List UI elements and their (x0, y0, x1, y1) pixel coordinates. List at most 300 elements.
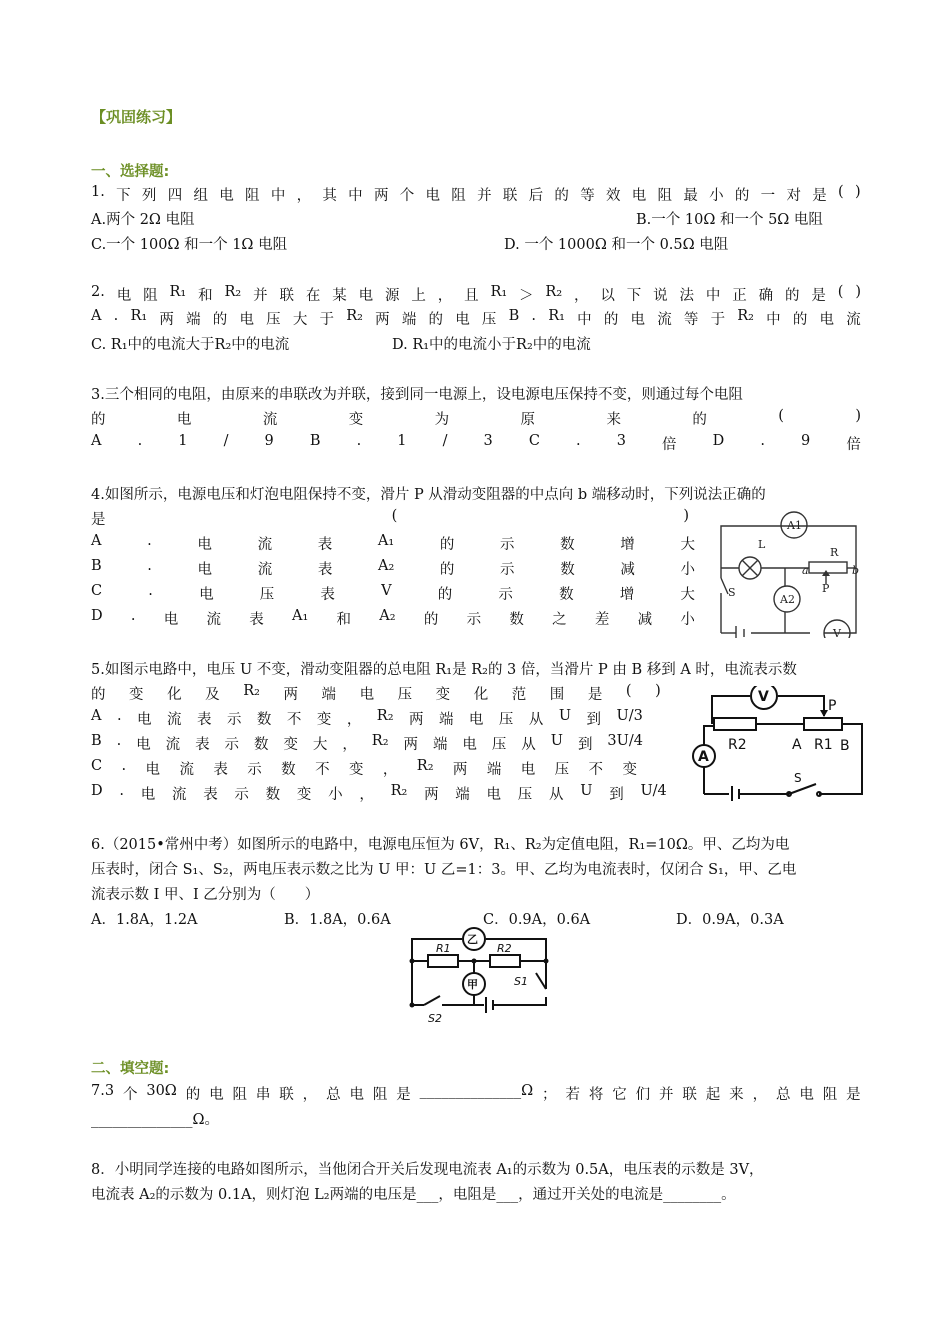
q1-option-a: A.两个 2Ω 电阻 (91, 212, 195, 228)
text-token: . (147, 558, 152, 574)
text-token: 小 (328, 787, 343, 803)
q6-fig-label-s2: S2 (428, 1012, 442, 1025)
text-token: 是 (396, 1087, 411, 1103)
text-token: 数 (560, 537, 575, 553)
text-token: 阻 (245, 188, 260, 204)
text-token: 不 (588, 762, 604, 778)
text-token: 9 (264, 433, 274, 449)
text-token: 从 (528, 712, 544, 728)
q7-line2: ______________Ω。 (91, 1112, 220, 1128)
text-token: 两 (408, 712, 424, 728)
text-token: 减 (637, 612, 653, 628)
text-token: 电 (219, 188, 234, 204)
text-token: 某 (332, 288, 347, 304)
text-token: ， (296, 188, 312, 204)
text-token: 示 (226, 712, 242, 728)
text-token: ， (752, 1087, 768, 1103)
text-token: 是 (91, 512, 106, 528)
q4-option-d (91, 608, 695, 629)
text-token: R₂ (737, 308, 754, 324)
text-token: 示 (466, 612, 482, 628)
text-token: 一 (760, 188, 776, 204)
text-token: 流 (206, 612, 221, 628)
q5-fig-label-a-end: A (792, 737, 802, 753)
q6-line3: 流表示数 I 甲、I 乙分别为（ ） (91, 887, 320, 903)
text-token: R₂ (545, 284, 563, 300)
text-token: 电 (116, 288, 132, 304)
text-token: B (309, 433, 321, 449)
text-token: 串 (255, 1087, 271, 1103)
text-token: 于 (319, 312, 335, 328)
text-token: 流 (165, 737, 181, 753)
text-token: 总 (775, 1087, 791, 1103)
text-token: 示 (247, 762, 262, 778)
text-token: 3 (483, 433, 493, 449)
text-token: 示 (498, 587, 513, 603)
text-token: 电 (630, 312, 645, 328)
text-token: 在 (305, 288, 321, 304)
text-token: 1. (91, 184, 105, 200)
text-token: 大 (680, 587, 695, 603)
text-token: 表 (196, 712, 212, 728)
text-token: 的 (792, 312, 808, 328)
text-token: . (531, 308, 537, 324)
text-token: B (91, 558, 102, 574)
q5-fig-label-s: S (794, 771, 802, 785)
text-token: ( (778, 408, 784, 424)
text-token: ＞ (519, 288, 534, 304)
text-token: 的 (439, 562, 455, 578)
text-token: 变 (129, 687, 144, 703)
text-token: ， (382, 762, 398, 778)
q6-option-d: D．0.9A，0.3A (676, 912, 784, 928)
text-token: R₂ (243, 683, 260, 699)
text-token: 原 (520, 412, 536, 428)
text-token: 示 (500, 562, 515, 578)
text-token: 电 (468, 712, 484, 728)
text-token: 差 (594, 612, 610, 628)
text-token: 对 (786, 188, 801, 204)
q6-fig-label-jia: 甲 (467, 978, 478, 991)
text-token: 数 (253, 737, 269, 753)
q4-line1: 4.如图所示，电源电压和灯泡电阻保持不变，滑片 P 从滑动变阻器的中点向 b 端移动时，下列说法正确的 (91, 487, 766, 503)
text-token: ) (655, 683, 661, 699)
text-token: 中 (270, 188, 286, 204)
text-token: 压 (554, 762, 570, 778)
text-token: 的 (423, 612, 439, 628)
text-token: 大 (292, 312, 308, 328)
text-token: C (91, 758, 103, 774)
text-token: 的 (692, 412, 707, 428)
text-token: 是 (587, 687, 603, 703)
text-token: 及 (205, 687, 220, 703)
text-token: 流 (179, 762, 194, 778)
text-token: 中 (705, 288, 721, 304)
q6-fig-label-yi: 乙 (467, 933, 478, 946)
text-token: 来 (606, 412, 621, 428)
text-token: . (113, 308, 119, 324)
text-token: 的 (554, 188, 569, 204)
q4-fig-label-p: P (822, 582, 830, 595)
text-token: . (119, 783, 124, 799)
text-token: . (760, 433, 765, 449)
text-token: 表 (203, 787, 218, 803)
text-token: 不 (315, 762, 330, 778)
text-token: 从 (549, 787, 564, 803)
q6-option-b: B．1.8A，0.6A (284, 912, 391, 928)
text-token: 端 (438, 712, 454, 728)
text-token: ( (838, 184, 844, 200)
text-token: 变 (283, 737, 298, 753)
q5-line1: 5.如图示电路中，电压 U 不变，滑动变阻器的总电阻 R₁是 R₂的 3 倍，当滑片 P 由 B 移到 A 时，电流表示数 (91, 662, 797, 678)
text-token: 倍 (662, 437, 677, 453)
q5-fig-label-r1: R1 (814, 737, 833, 753)
text-token: 电 (199, 587, 214, 603)
text-token: A₁ (377, 533, 395, 549)
text-token: 电 (455, 312, 470, 328)
text-token: 数 (281, 762, 296, 778)
text-token: 和 (336, 612, 352, 628)
text-token: 效 (605, 188, 621, 204)
q1-stem (91, 184, 861, 205)
text-token: 个 (122, 1087, 138, 1103)
text-token: A₂ (377, 558, 395, 574)
q5-option-c (91, 758, 637, 779)
text-token: 说 (653, 288, 668, 304)
text-token: 压 (266, 312, 281, 328)
text-token: R₁ (490, 284, 508, 300)
text-token: . (356, 433, 362, 449)
text-token: 于 (710, 312, 726, 328)
text-token: 电 (239, 312, 254, 328)
text-token: U (550, 733, 563, 749)
text-token: 压 (481, 312, 497, 328)
text-token: 压 (517, 787, 533, 803)
text-token: ( (837, 284, 844, 300)
text-token: 电 (163, 612, 179, 628)
text-token: 电 (145, 762, 161, 778)
text-token: 且 (464, 288, 479, 304)
text-token: 示 (499, 537, 515, 553)
q8-line2: 电流表 A₂的示数为 0.1A，则灯泡 L₂两端的电压是___，电阻是___，通过开关处的电流是________。 (91, 1187, 736, 1203)
text-token: 是 (811, 288, 826, 304)
text-token: 列 (141, 188, 157, 204)
text-token: 变 (348, 762, 364, 778)
text-token: C (528, 433, 540, 449)
text-token: 端 (455, 787, 470, 803)
q6-option-c: C．0.9A，0.6A (483, 912, 591, 928)
q1-option-d: D. 一个 1000Ω 和一个 0.5Ω 电阻 (504, 237, 729, 253)
q2-option-d: D. R₁中的电流小于R₂中的电流 (392, 337, 591, 353)
q2-stem (91, 284, 861, 305)
text-token: 化 (167, 687, 182, 703)
q6-fig-label-r1: R1 (436, 942, 451, 955)
text-token: U (558, 708, 572, 724)
q4-option-a (91, 533, 695, 554)
text-token: 小 (709, 188, 724, 204)
text-token: 两 (375, 312, 390, 328)
text-token: 示 (224, 737, 240, 753)
q2-options-ab (91, 308, 861, 329)
q4-line2 (91, 508, 689, 529)
text-token: 是 (846, 1087, 861, 1103)
text-token: 表 (249, 612, 264, 628)
q4-option-c (91, 583, 695, 604)
text-token: 并 (659, 1087, 674, 1103)
q4-fig-label-a1: A1 (787, 519, 802, 532)
text-token: 联 (279, 1087, 294, 1103)
text-token: ， (346, 712, 362, 728)
q5-line2 (91, 683, 661, 704)
text-token: 表 (317, 537, 333, 553)
text-token: 之 (552, 612, 567, 628)
section-heading-choice: 一、选择题: (91, 164, 170, 180)
text-token: ______________Ω (419, 1083, 534, 1099)
q6-option-a: A．1.8A，1.2A (91, 912, 198, 928)
q5-fig-label-p: P (828, 698, 837, 714)
text-token: D (91, 608, 103, 624)
text-token: 1 (397, 433, 407, 449)
text-token: 压 (259, 587, 275, 603)
q4-fig-label-l: L (758, 538, 766, 551)
text-token: 两 (159, 312, 174, 328)
text-token: 流 (846, 312, 861, 328)
text-token: U/3 (616, 708, 643, 724)
text-token: ， (302, 1087, 318, 1103)
text-token: 电 (197, 537, 212, 553)
text-token: D (91, 783, 103, 799)
text-token: 电 (520, 762, 536, 778)
text-token: 来 (729, 1087, 744, 1103)
text-token: 电 (358, 288, 374, 304)
text-token: 电 (425, 188, 440, 204)
text-token: 电 (799, 1087, 814, 1103)
q6-line1: 6.（2015•常州中考）如图所示的电路中，电源电压恒为 6V，R₁、R₂为定值电阻，R₁=10Ω。甲、乙均为电 (91, 837, 790, 853)
q3-line2 (91, 408, 861, 429)
text-token: 变 (622, 762, 637, 778)
text-token: 阻 (822, 1087, 838, 1103)
text-token: . (121, 758, 127, 774)
text-token: / (442, 433, 448, 449)
text-token: 增 (619, 587, 635, 603)
text-token: 总 (326, 1087, 341, 1103)
text-token: 组 (193, 188, 208, 204)
text-token: U (580, 783, 593, 799)
text-token: / (223, 433, 229, 449)
text-token: 两 (283, 687, 298, 703)
text-token: 流 (167, 712, 182, 728)
q5-option-d (91, 783, 667, 804)
text-token: 表 (213, 762, 228, 778)
text-token: 下 (626, 288, 642, 304)
text-token: V (381, 583, 392, 599)
text-token: A₁ (292, 608, 309, 624)
text-token: 范 (511, 687, 527, 703)
text-token: 电 (819, 312, 835, 328)
text-token: 联 (279, 288, 294, 304)
text-token: 数 (256, 712, 272, 728)
page-title: 【巩固练习】 (91, 108, 182, 126)
q5-fig-label-r2: R2 (728, 737, 747, 753)
q5-circuit-diagram (684, 686, 864, 801)
text-token: 化 (473, 687, 489, 703)
text-token: 到 (586, 712, 602, 728)
text-token: ， (574, 288, 589, 304)
text-token: D (712, 433, 725, 449)
text-token: 其 (322, 188, 337, 204)
q4-fig-label-r: R (830, 546, 839, 559)
text-token: ， (342, 737, 357, 753)
q4-fig-label-b: b (852, 564, 860, 577)
q2-option-c: C. R₁中的电流大于R₂中的电流 (91, 337, 290, 353)
text-token: 四 (167, 188, 183, 204)
text-token: 端 (401, 312, 417, 328)
text-token: R₁ (169, 284, 187, 300)
q6-circuit-diagram (406, 925, 556, 1025)
text-token: 两 (452, 762, 468, 778)
text-token: 下 (116, 188, 131, 204)
text-token: 压 (397, 687, 413, 703)
text-token: 流 (657, 312, 672, 328)
text-token: U/4 (640, 783, 667, 799)
text-token: ( (625, 683, 632, 699)
q5-option-b (91, 733, 643, 754)
text-token: 表 (195, 737, 210, 753)
text-token: 上 (411, 288, 426, 304)
text-token: 的 (734, 188, 750, 204)
text-token: R₂ (346, 308, 363, 324)
text-token: ) (683, 508, 689, 524)
text-token: 并 (477, 188, 492, 204)
text-token: 压 (498, 712, 514, 728)
text-token: 电 (137, 712, 152, 728)
text-token: 中 (766, 312, 781, 328)
text-token: 后 (528, 188, 544, 204)
text-token: 表 (317, 562, 333, 578)
text-token: 流 (262, 412, 278, 428)
text-token: 们 (635, 1087, 651, 1103)
text-token: 端 (432, 737, 448, 753)
text-token: ， (359, 787, 374, 803)
text-token: 阻 (143, 288, 158, 304)
text-token: 的 (91, 687, 106, 703)
text-token: 联 (682, 1087, 697, 1103)
text-token: 等 (580, 188, 595, 204)
text-token: . (148, 583, 153, 599)
q8-line1: 8．小明同学连接的电路如图所示，当他闭合开关后发现电流表 A₁的示数为 0.5A，电压表的示数是 3V， (91, 1162, 764, 1178)
text-token: 电 (349, 1087, 364, 1103)
text-token: R₂ (224, 284, 242, 300)
text-token: 联 (502, 188, 518, 204)
q4-fig-label-a2: A2 (780, 593, 795, 606)
text-token: R₁ (130, 308, 148, 324)
text-token: 电 (209, 1087, 224, 1103)
text-token: 30Ω (146, 1083, 177, 1099)
text-token: 若 (565, 1087, 580, 1103)
text-token: 个 (399, 188, 415, 204)
text-token: B (91, 733, 102, 749)
text-token: 等 (683, 312, 699, 328)
q4-fig-label-a: a (802, 564, 809, 577)
q6-fig-label-r2: R2 (497, 942, 512, 955)
text-token: 流 (257, 537, 273, 553)
text-token: ) (855, 284, 861, 300)
text-token: 围 (549, 687, 565, 703)
text-token: 以 (600, 288, 615, 304)
q1-option-c: C.一个 100Ω 和一个 1Ω 电阻 (91, 237, 288, 253)
text-token: 到 (577, 737, 593, 753)
text-token: 的 (428, 312, 443, 328)
text-token: 阻 (372, 1087, 388, 1103)
text-token: 阻 (657, 188, 673, 204)
text-token: 两 (373, 188, 389, 204)
text-token: 表 (320, 587, 335, 603)
q3-line1: 3.三个相同的电阻，由原来的串联改为并联，接到同一电源上，设电源电压保持不变，则通过每个电阻 (91, 387, 743, 403)
text-token: 的 (212, 312, 228, 328)
text-token: R₁ (548, 308, 565, 324)
text-token: 的 (185, 1087, 201, 1103)
q4-circuit-diagram (706, 508, 866, 638)
text-token: . (116, 733, 122, 749)
text-token: 电 (631, 188, 647, 204)
text-token: 的 (439, 537, 455, 553)
text-token: R₂ (390, 783, 408, 799)
text-token: 两 (424, 787, 439, 803)
q6-fig-label-s1: S1 (514, 975, 528, 988)
text-token: 示 (234, 787, 249, 803)
text-token: 小 (680, 612, 695, 628)
text-token: 变 (316, 712, 332, 728)
text-token: 中 (577, 312, 592, 328)
text-token: 数 (509, 612, 524, 628)
text-token: 数 (265, 787, 281, 803)
text-token: ， (437, 288, 453, 304)
text-token: 数 (559, 587, 574, 603)
text-token: 流 (257, 562, 273, 578)
text-token: 不 (286, 712, 302, 728)
text-token: R₂ (376, 708, 394, 724)
text-token: 法 (679, 288, 695, 304)
text-token: 起 (705, 1087, 721, 1103)
text-token: 变 (348, 412, 364, 428)
q7-line1 (91, 1083, 861, 1104)
text-token: 端 (486, 762, 502, 778)
text-token: 它 (612, 1087, 627, 1103)
text-token: 电 (140, 787, 156, 803)
text-token: . (147, 533, 152, 549)
text-token: R₂ (371, 733, 389, 749)
text-token: ( (391, 508, 398, 524)
text-token: 大 (312, 737, 328, 753)
section-heading-fill: 二、填空题: (91, 1061, 170, 1077)
text-token: 电 (176, 412, 192, 428)
text-token: 电 (136, 737, 151, 753)
q5-option-a (91, 708, 643, 729)
text-token: A (91, 708, 102, 724)
text-token: 大 (680, 537, 695, 553)
text-token: 变 (296, 787, 312, 803)
text-token: 和 (198, 288, 213, 304)
text-token: 数 (560, 562, 575, 578)
text-token: 减 (620, 562, 635, 578)
text-token: A (91, 533, 102, 549)
text-token: 1 (178, 433, 188, 449)
q5-fig-label-v: V (758, 689, 769, 705)
q5-fig-label-ammeter: A (698, 749, 709, 765)
text-token: A (91, 433, 102, 449)
q1-option-b: B.一个 10Ω 和一个 5Ω 电阻 (636, 212, 823, 228)
text-token: 的 (437, 587, 453, 603)
